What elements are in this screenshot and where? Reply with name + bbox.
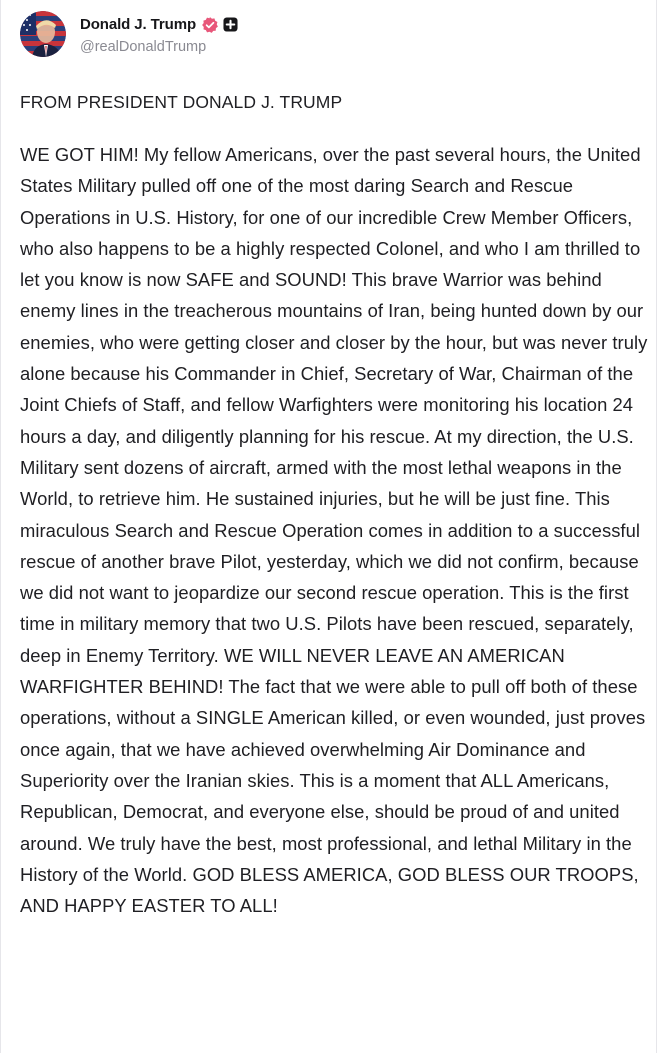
verified-badge-icon xyxy=(201,16,219,34)
avatar[interactable] xyxy=(20,11,66,57)
author-identity xyxy=(80,14,238,55)
post-headline: FROM PRESIDENT DONALD J. TRUMP xyxy=(20,92,343,112)
author-name[interactable]: Donald J. Trump xyxy=(80,16,197,33)
author-handle[interactable]: @realDonaldTrump xyxy=(80,38,207,55)
plus-square-icon xyxy=(223,17,238,32)
post-header xyxy=(20,10,238,58)
name-row xyxy=(80,14,238,36)
post-body: WE GOT HIM! My fellow Americans, over the past several hours, the United States Military pulled off one of the most daring Search and Rescue Operations in U.S. History, for one of our incredible Crew Member Officers, who also happens to be a highly respected Colonel, and who I am thrilled to let you know is now SAFE and SOUND! This brave Warrior was behind enemy lines in the treacherous mountains of Iran, being hunted down by our enemies, who were getting closer and closer by the hour, but was never truly alone because his Commander in Chief, Secretary of War, Chairman of the Joint Chiefs of Staff, and fellow Warfighters were monitoring his location 24 hours a day, and diligently planning for his rescue. At my direction, the U.S. Military sent dozens of aircraft, armed with the most lethal weapons in the World, to retrieve him. He sustained injuries, but he will be just fine. This miraculous Search and Rescue Operation comes in addition to a successful rescue of another brave Pilot, yesterday, which we did not confirm, because we did not want to jeopardize our second rescue operation. This is the first time in military memory that two U.S. Pilots have been rescued, separately, deep in Enemy Territory. WE WILL NEVER LEAVE AN AMERICAN WARFIGHTER BEHIND! The fact that we were able to pull off both of these operations, without a SINGLE American killed, or even wounded, just proves once again, that we have achieved overwhelming Air Dominance and Superiority over the Iranian skies. This is a moment that ALL Americans, Republican, Democrat, and everyone else, should be proud of and united around. We truly have the best, most professional, and lethal Military in the History of the World. GOD BLESS AMERICA, GOD BLESS OUR TROOPS, AND HAPPY EASTER TO ALL! xyxy=(20,144,648,917)
